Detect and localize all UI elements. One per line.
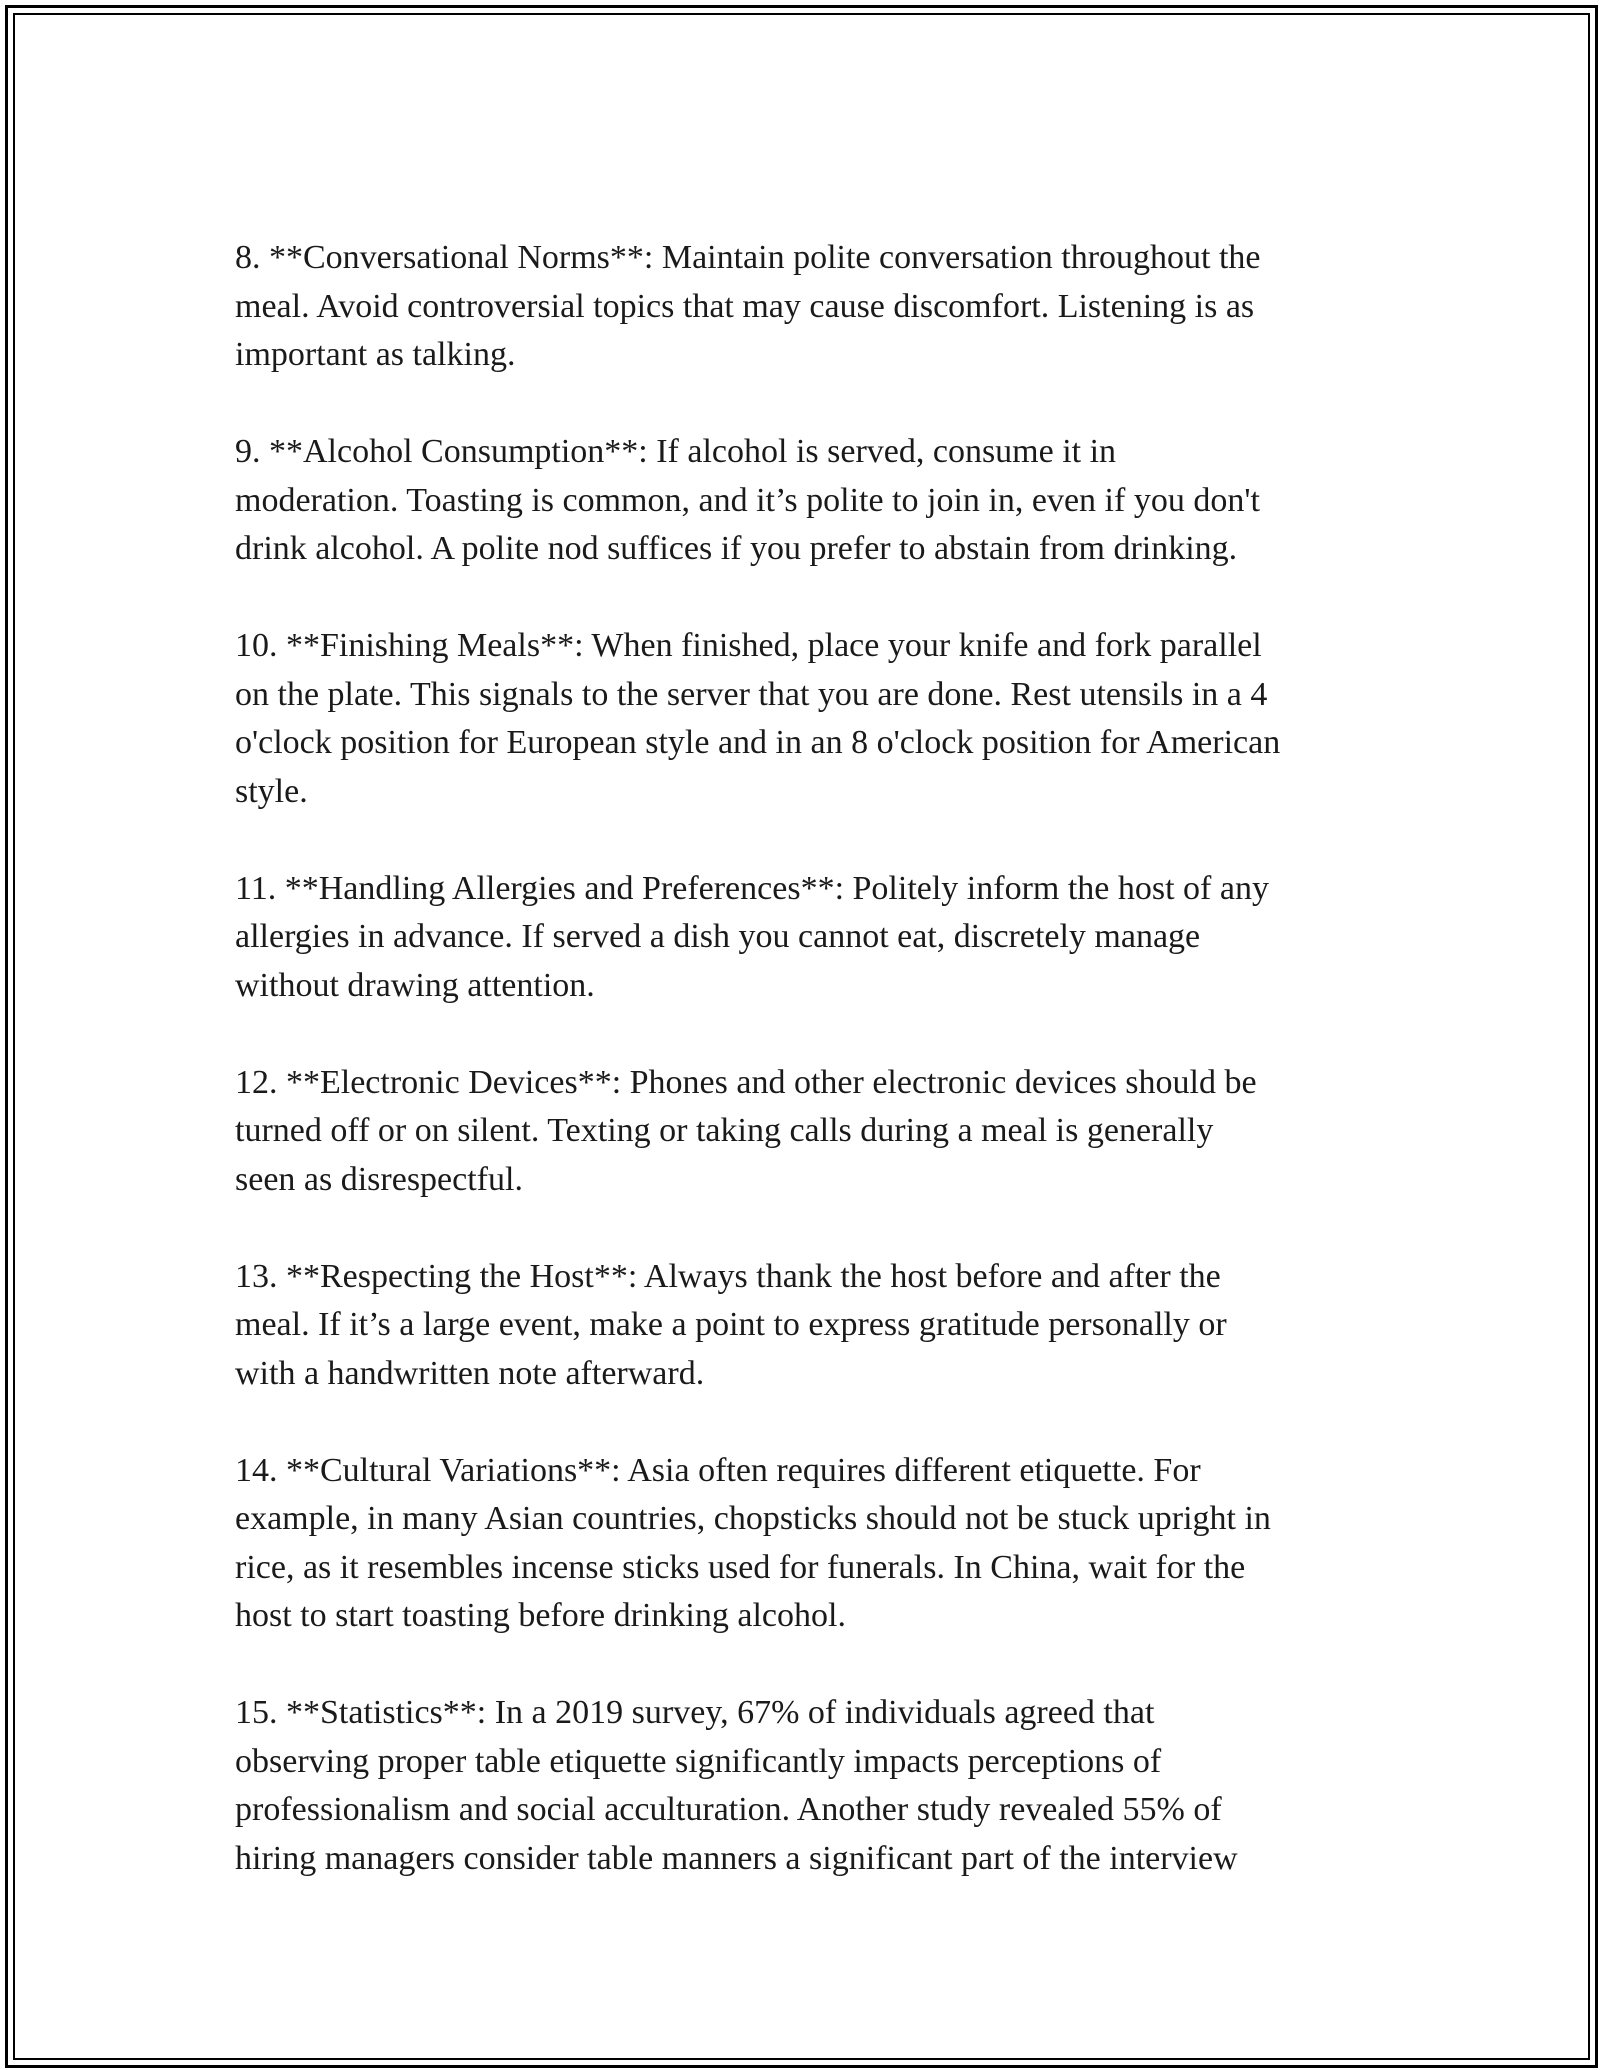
text-line: 15. **Statistics**: In a 2019 survey, 67% of individuals agreed that	[235, 1694, 1155, 1731]
text-line: turned off or on silent. Texting or taking calls during a meal is generally	[235, 1112, 1214, 1149]
text-line: o'clock position for European style and in an 8 o'clock position for American	[235, 724, 1281, 761]
text-line: meal. If it’s a large event, make a point to express gratitude personally or	[235, 1306, 1227, 1343]
text-line: rice, as it resembles incense sticks used for funerals. In China, wait for the	[235, 1548, 1246, 1586]
text-line: 12. **Electronic Devices**: Phones and other electronic devices should be	[235, 1063, 1257, 1101]
document-body	[235, 234, 1375, 1932]
text-line: host to start toasting before drinking alcohol.	[235, 1597, 846, 1634]
list-item-finishing-meals	[235, 622, 1375, 816]
text-line: 8. **Conversational Norms**: Maintain polite conversation throughout the	[235, 239, 1261, 276]
text-line: moderation. Toasting is common, and it’s polite to join in, even if you don't	[235, 481, 1260, 519]
text-line: on the plate. This signals to the server that you are done. Rest utensils in a 4	[235, 675, 1268, 713]
list-item-statistics	[235, 1689, 1375, 1883]
text-line: 10. **Finishing Meals**: When finished, place your knife and fork parallel	[235, 627, 1262, 664]
list-item-handling-allergies	[235, 865, 1375, 1011]
text-line: example, in many Asian countries, chopsticks should not be stuck upright in	[235, 1500, 1271, 1537]
text-line: without drawing attention.	[235, 966, 595, 1004]
text-line: meal. Avoid controversial topics that may cause discomfort. Listening is as	[235, 287, 1255, 325]
list-item-cultural-variations	[235, 1447, 1375, 1641]
text-line: 14. **Cultural Variations**: Asia often requires different etiquette. For	[235, 1451, 1201, 1489]
list-item-respecting-host	[235, 1253, 1375, 1399]
text-line: allergies in advance. If served a dish you cannot eat, discretely manage	[235, 918, 1201, 955]
text-line: style.	[235, 772, 308, 810]
text-line: with a handwritten note afterward.	[235, 1354, 705, 1392]
text-line: important as talking.	[235, 336, 516, 373]
text-line: 9. **Alcohol Consumption**: If alcohol is served, consume it in	[235, 433, 1117, 470]
text-line: hiring managers consider table manners a significant part of the interview	[235, 1839, 1238, 1877]
text-line: professionalism and social acculturation. Another study revealed 55% of	[235, 1791, 1222, 1828]
text-line: 13. **Respecting the Host**: Always thank the host before and after the	[235, 1257, 1221, 1295]
text-line: 11. **Handling Allergies and Preferences**: Politely inform the host of any	[235, 869, 1269, 907]
text-line: drink alcohol. A polite nod suffices if you prefer to abstain from drinking.	[235, 530, 1238, 567]
text-line: seen as disrespectful.	[235, 1160, 523, 1198]
list-item-conversational-norms	[235, 234, 1375, 380]
list-item-alcohol-consumption	[235, 428, 1375, 574]
text-line: observing proper table etiquette significantly impacts perceptions of	[235, 1742, 1162, 1780]
list-item-electronic-devices	[235, 1059, 1375, 1205]
